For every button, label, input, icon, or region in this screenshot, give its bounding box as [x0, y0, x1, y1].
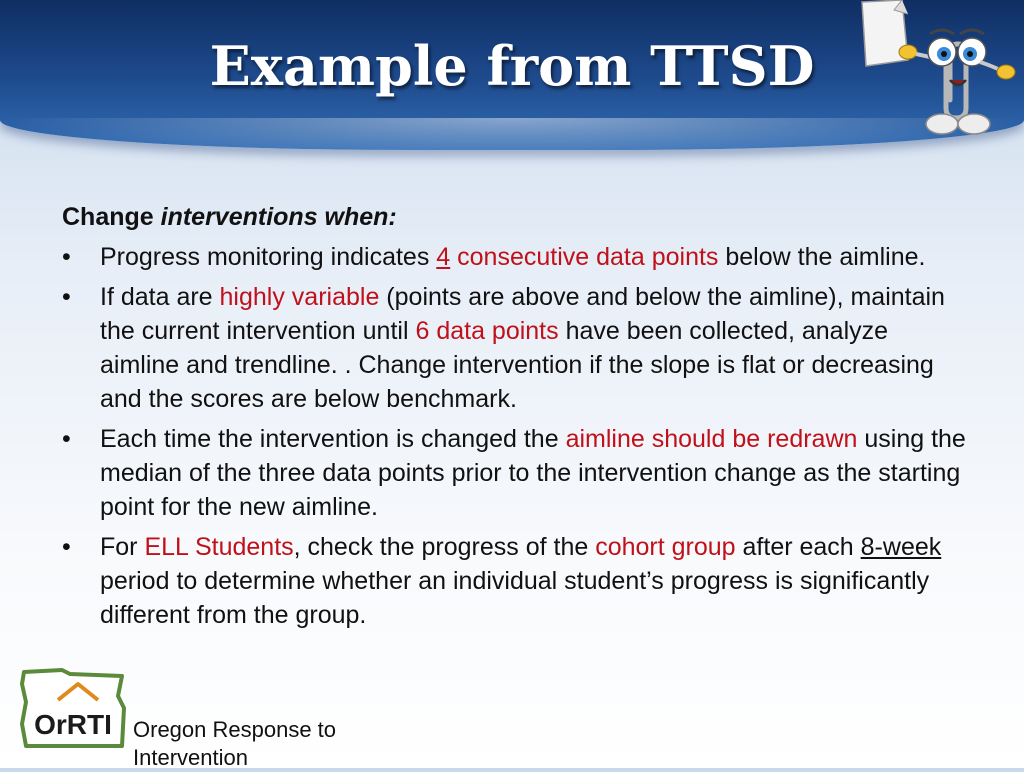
bullet-text: For: [100, 533, 145, 561]
bullet-text: (points are above and below the aimline), maintain the current intervention until: [100, 283, 945, 345]
highlight-text: aimline should be redrawn: [565, 425, 858, 453]
bullet-item: [62, 280, 972, 416]
bullet-text: period to determine whether an individual student’s progress is significantly different from the group.: [100, 567, 930, 629]
bullet-dot: •: [62, 243, 71, 271]
bullet-text: , check the progress of the: [293, 533, 596, 561]
org-line-2: Intervention: [133, 745, 248, 770]
bullet-item: [62, 530, 972, 632]
intro-emphasis: interventions when:: [160, 203, 397, 231]
organization-name: [133, 716, 393, 772]
underlined-text: 8-week: [860, 533, 942, 561]
slide-body: [62, 200, 972, 638]
bullet-dot: •: [62, 533, 71, 561]
bullet-dot: •: [62, 283, 71, 311]
intro-lead: Change: [62, 203, 161, 231]
bullet-text: have been collected, analyze aimline and trendline. . Change intervention if the slope is flat or decreasing and the scores are below benchmark.: [100, 317, 934, 413]
org-line-1: Oregon Response to: [133, 717, 337, 742]
bullet-list: [62, 240, 972, 632]
slide-title: Example from TTSD: [209, 34, 815, 98]
bullet-dot: •: [62, 425, 71, 453]
bullet-text: If data are: [100, 283, 220, 311]
highlight-text: highly variable: [219, 283, 380, 311]
highlight-text: 4: [436, 243, 451, 271]
bullet-item: [62, 240, 972, 274]
oregon-state-outline-icon: [18, 668, 128, 748]
bullet-text: below the aimline.: [718, 243, 926, 271]
highlight-text: consecutive data points: [450, 243, 719, 271]
bullet-text: using the median of the three data points prior to the intervention change as the starting point for the new aimline.: [100, 425, 966, 521]
bullet-text: after each: [735, 533, 861, 561]
bullet-text: Progress monitoring indicates: [100, 243, 437, 271]
highlight-text: ELL Students: [144, 533, 294, 561]
bullet-item: [62, 422, 972, 524]
highlight-text: 6 data points: [415, 317, 559, 345]
bullet-text: Each time the intervention is changed the: [100, 425, 566, 453]
paperclip-assistant-icon: [850, 0, 1024, 140]
intro-line: [62, 200, 972, 234]
logo-text: OrRTI: [34, 709, 112, 740]
highlight-text: cohort group: [595, 533, 736, 561]
